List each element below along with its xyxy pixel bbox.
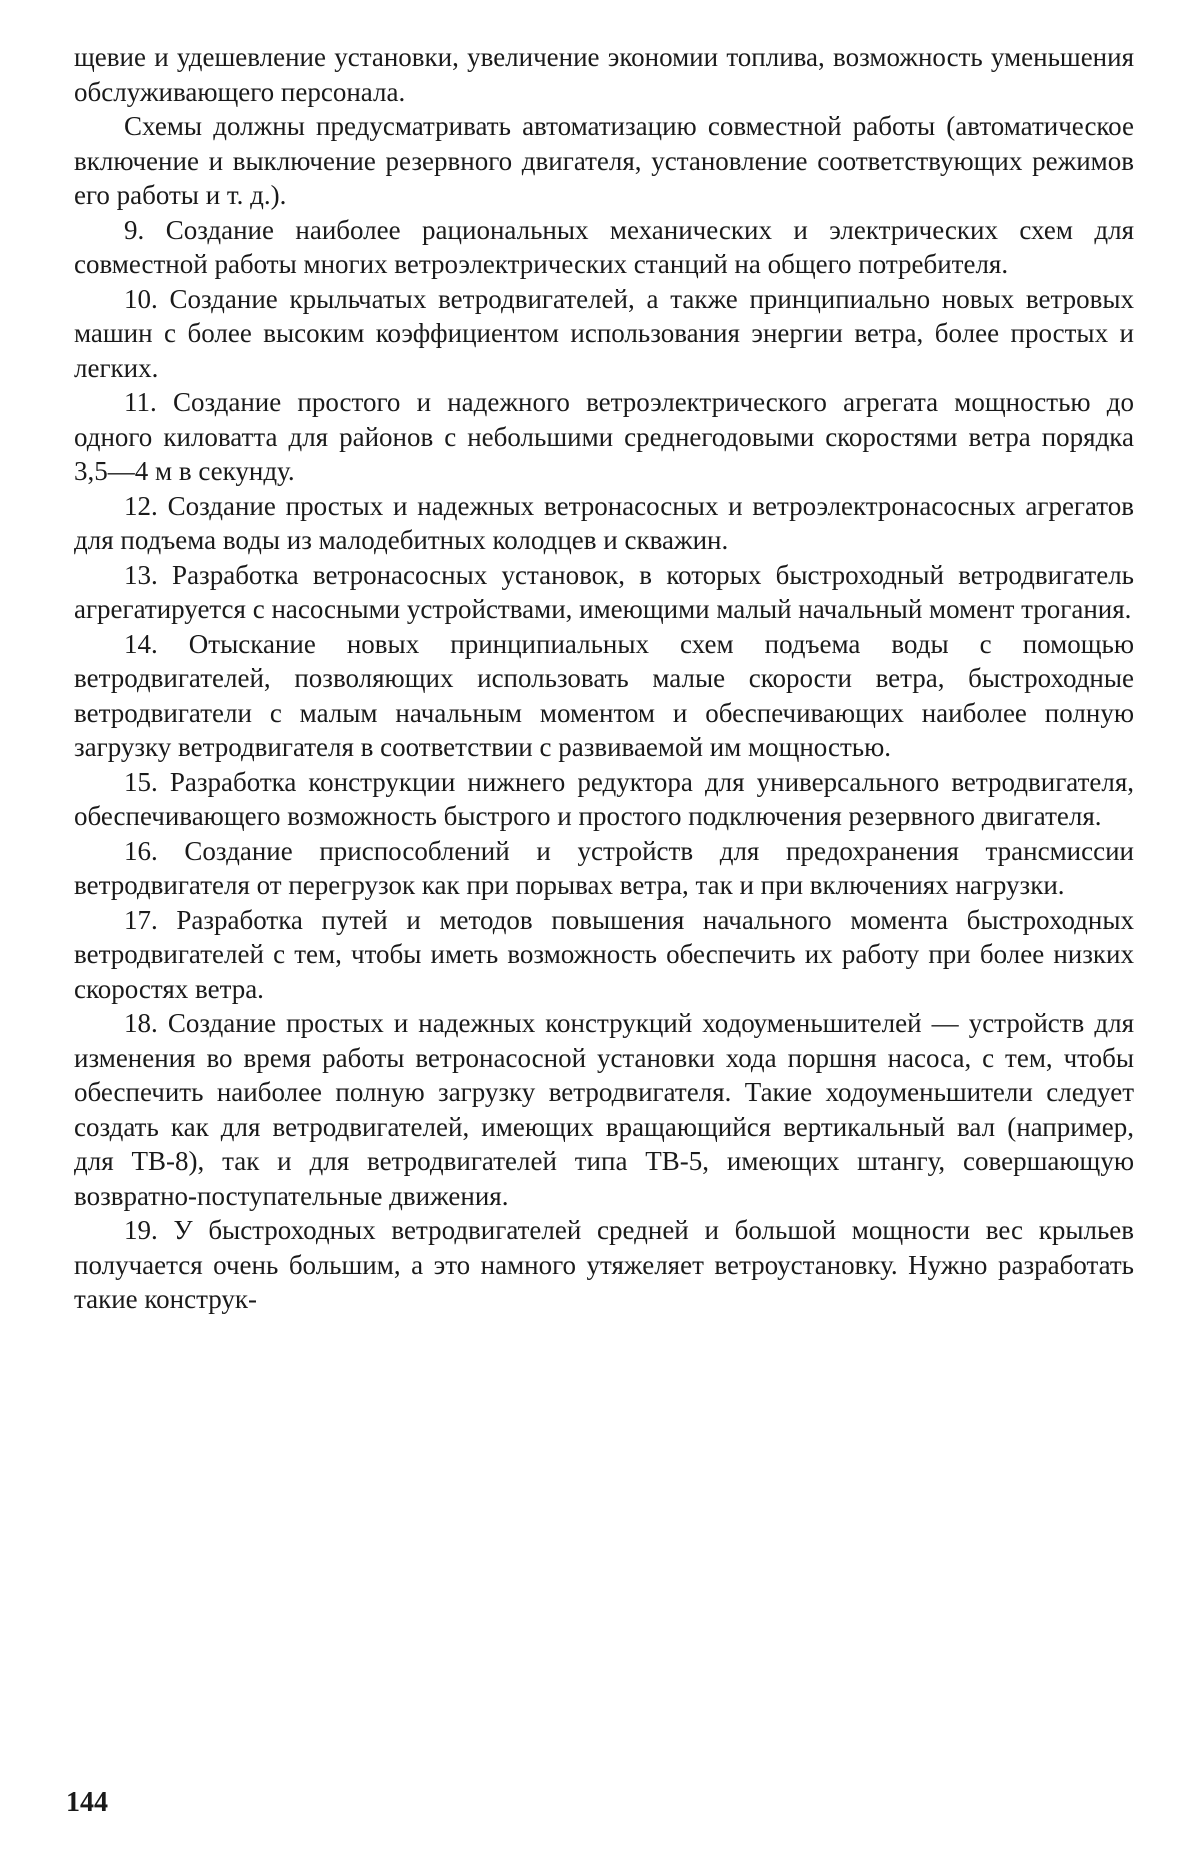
paragraph: 9. Создание наиболее рациональных механических и электрических схем для совместной работы многих ветроэлектрических станций на общего потребителя. bbox=[74, 214, 1134, 279]
paragraph: 11. Создание простого и надежного ветроэлектрического агрегата мощностью до одного киловатта для районов с небольшими среднегодовыми скоростями ветра порядка 3,5—4 м в секунду. bbox=[74, 387, 1134, 486]
paragraph: 19. У быстроходных ветродвигателей средней и большой мощности вес крыльев получается очень большим, а это намного утяжеляет ветроустановку. Нужно разработать такие конструк- bbox=[74, 1215, 1134, 1314]
paragraph: 10. Создание крыльчатых ветродвигателей, а также принципиально новых ветровых машин с более высоким коэффициентом использования энергии ветра, более простых и легких. bbox=[74, 283, 1134, 383]
paragraph: 15. Разработка конструкции нижнего редуктора для универсального ветродвигателя, обеспечивающего возможность быстрого и простого подключения резервного двигателя. bbox=[74, 766, 1134, 831]
paragraph: 14. Отыскание новых принципиальных схем подъема воды с помощью ветродвигателей, позволяющих использовать малые скорости ветра, быстроходные ветродвигатели с малым начальным моментом и обеспечивающих наиболее полную загрузку ветродвигателя в соответствии с развиваемой им мощностью. bbox=[74, 628, 1134, 762]
page-number: 144 bbox=[66, 1787, 108, 1818]
paragraph: 17. Разработка путей и методов повышения начального момента быстроходных ветродвигателей с тем, чтобы иметь возможность обеспечить их работу при более низких скоростях ветра. bbox=[74, 904, 1134, 1004]
paragraph: 18. Создание простых и надежных конструкций ходоуменьшителей — устройств для изменения во время работы ветронасосной установки хода поршня насоса, с тем, чтобы обеспечить наиболее полную загрузку ветродвигателя. Такие ходоуменьшители следует создать как для ветродвигателей, имеющих вращающийся вертикальный вал (например, для ТВ-8), так и для ветродвигателей типа ТВ-5, имеющих штангу, совершающую возвратно-поступательные движения. bbox=[74, 1008, 1134, 1211]
paragraph: 16. Создание приспособлений и устройств для предохранения трансмиссии ветродвигателя от перегрузок как при порывах ветра, так и при включениях нагрузки. bbox=[74, 835, 1134, 900]
paragraph: щевие и удешевление установки, увеличение экономии топлива, возможность уменьшения обслуживающего персонала. bbox=[74, 42, 1134, 107]
page-body bbox=[74, 40, 1134, 1317]
paragraph: 13. Разработка ветронасосных установок, в которых быстроходный ветродвигатель агрегатируется с насосными устройствами, имеющими малый начальный момент трогания. bbox=[74, 559, 1134, 624]
paragraph: 12. Создание простых и надежных ветронасосных и ветроэлектронасосных агрегатов для подъема воды из малодебитных колодцев и скважин. bbox=[74, 490, 1134, 555]
paragraph: Схемы должны предусматривать автоматизацию совместной работы (автоматическое включение и выключение резервного двигателя, установление соответствующих режимов его работы и т. д.). bbox=[74, 111, 1134, 210]
